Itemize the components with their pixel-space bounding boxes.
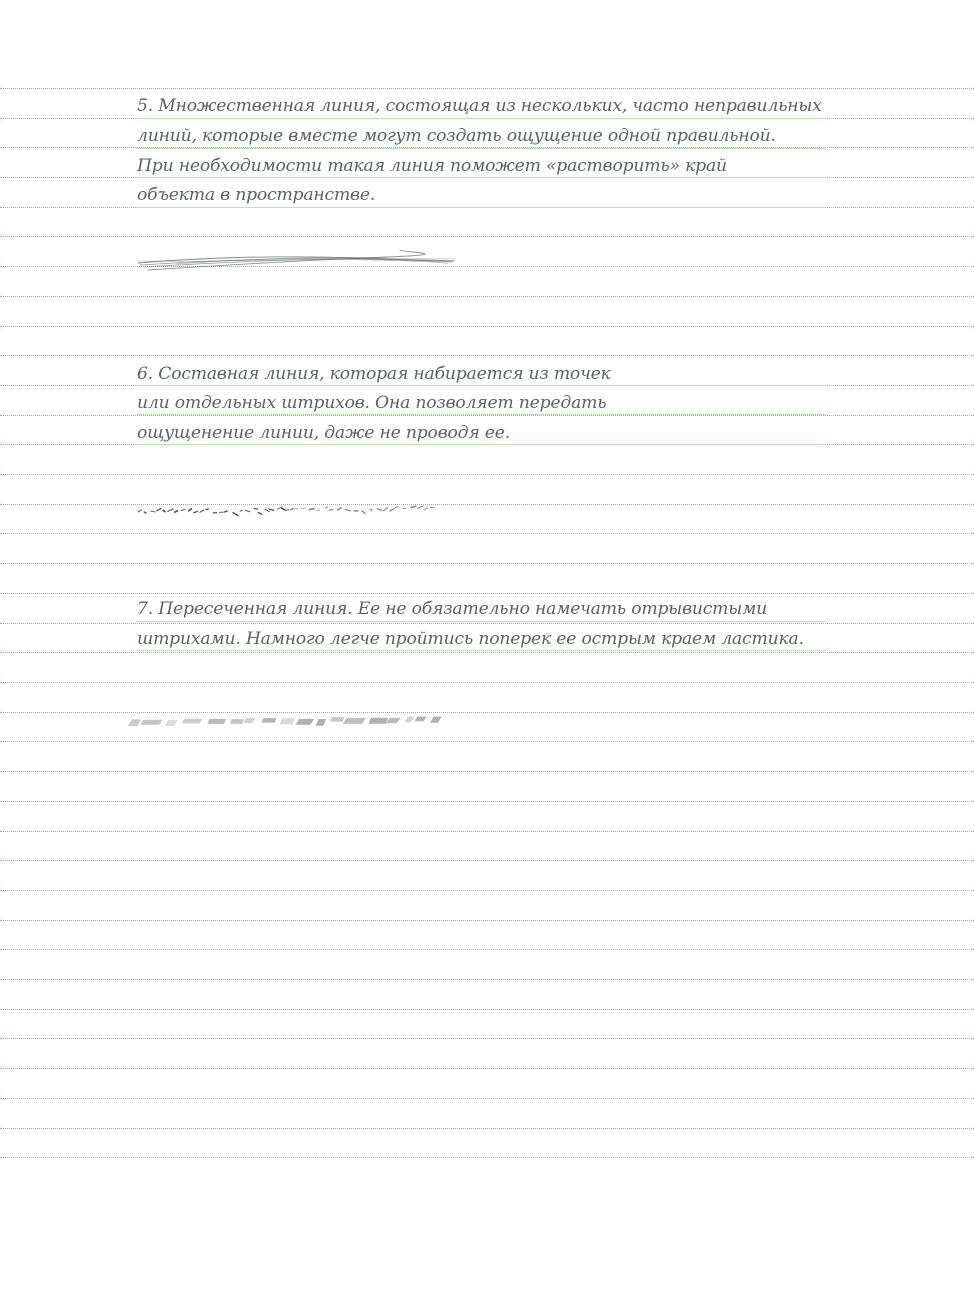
erased-segment — [404, 717, 414, 723]
dot-stroke — [390, 509, 394, 511]
ruled-line — [0, 533, 974, 534]
dot-stroke — [377, 509, 382, 511]
ruled-line — [0, 1038, 974, 1039]
erased-segment — [262, 718, 277, 723]
text-underline — [136, 621, 826, 622]
dot-stroke — [418, 506, 423, 508]
ruled-line — [0, 1157, 974, 1158]
dot-stroke — [157, 509, 161, 511]
erased-segment — [330, 717, 344, 722]
ruled-line — [0, 890, 974, 891]
dot-stroke — [282, 508, 286, 510]
ruled-line — [0, 563, 974, 564]
section-5-line-2: линий, которые вместе могут создать ощущение одной правильной. — [137, 126, 776, 146]
text-underline — [136, 385, 826, 386]
dot-stroke — [175, 511, 178, 512]
ruled-line — [0, 1098, 974, 1099]
ruled-line — [0, 920, 974, 921]
ruled-line — [0, 326, 974, 327]
ruled-line — [0, 1068, 974, 1069]
ruled-line — [0, 1009, 974, 1010]
erased-segment — [207, 719, 226, 724]
section-5-line-3: При необходимости такая линия поможет «растворить» край — [137, 156, 727, 176]
dot-stroke — [138, 510, 142, 512]
erased-segment — [279, 718, 295, 724]
ruled-line — [0, 415, 974, 416]
dot-stroke — [325, 507, 327, 508]
ruled-line — [0, 474, 974, 475]
text-underline — [136, 650, 826, 651]
ruled-line — [0, 949, 974, 950]
ruled-line — [0, 1128, 974, 1129]
erased-segment — [128, 719, 141, 726]
dot-stroke — [384, 508, 388, 511]
dot-stroke — [395, 507, 399, 508]
dot-stroke — [269, 509, 274, 510]
erased-segment — [369, 718, 388, 724]
text-underline — [136, 444, 826, 445]
erased-segment — [295, 719, 314, 725]
dot-stroke — [329, 510, 333, 511]
dot-stroke — [181, 509, 185, 510]
ruled-line — [0, 860, 974, 861]
section-5-line-1: 5. Множественная линия, состоящая из нескольких, часто неправильных — [137, 96, 822, 116]
section-7-line-1: 7. Пересеченная линия. Ее не обязательно намечать отрывистыми — [137, 599, 767, 619]
dot-stroke — [168, 509, 173, 512]
section-6-line-2: или отдельных штрихов. Она позволяет передать — [137, 393, 607, 413]
ruled-line — [0, 593, 974, 594]
section-6-line-1: 6. Составная линия, которая набирается из точек — [137, 364, 611, 384]
dot-stroke — [362, 511, 365, 514]
dot-stroke — [163, 510, 165, 511]
erased-segment — [182, 719, 203, 724]
ruled-line — [0, 652, 974, 653]
ruled-line — [0, 296, 974, 297]
erased-segment — [316, 719, 326, 726]
text-underline — [136, 148, 826, 149]
ruled-line — [0, 801, 974, 802]
section-6-line-3: ощущенение линии, даже не проводя ее. — [137, 423, 510, 443]
dotted-line-drawing — [136, 500, 436, 522]
dot-stroke — [345, 510, 351, 511]
dot-stroke — [309, 509, 314, 510]
text-underline — [136, 207, 826, 208]
dot-stroke — [189, 509, 192, 511]
erased-segment — [140, 720, 163, 725]
dot-stroke — [194, 511, 198, 512]
dot-stroke — [245, 510, 250, 512]
ruled-line — [0, 682, 974, 683]
erased-segment — [386, 718, 401, 724]
dot-stroke — [317, 510, 320, 511]
text-underline — [136, 177, 826, 178]
erased-segment — [243, 718, 256, 723]
dot-stroke — [370, 509, 372, 510]
erased-segment — [164, 720, 178, 726]
dot-stroke — [200, 510, 204, 512]
ruled-line — [0, 355, 974, 356]
ruled-line — [0, 741, 974, 742]
ruled-line — [0, 831, 974, 832]
dot-stroke — [424, 508, 428, 510]
dot-stroke — [225, 511, 227, 512]
erased-line-drawing — [136, 712, 446, 734]
multiple-line-drawing — [136, 246, 456, 274]
dot-stroke — [338, 508, 341, 510]
ruled-line — [0, 979, 974, 980]
ruled-line — [0, 88, 974, 89]
text-underline — [136, 118, 826, 119]
erased-segment — [343, 718, 366, 724]
dot-stroke — [233, 513, 238, 516]
dot-stroke — [411, 506, 416, 507]
ruled-line — [0, 771, 974, 772]
dot-stroke — [150, 511, 155, 512]
section-7-line-2: штрихами. Намного легче пройтись поперек ее острым краем ластика. — [137, 629, 804, 649]
dot-stroke — [144, 512, 146, 513]
ruled-line — [0, 236, 974, 237]
dot-stroke — [287, 510, 289, 511]
erased-segment — [414, 717, 426, 722]
text-underline — [136, 414, 826, 415]
erased-segment — [430, 717, 442, 723]
dot-stroke — [302, 508, 306, 509]
erased-segment — [230, 719, 244, 724]
dot-stroke — [291, 509, 294, 510]
dot-stroke — [240, 511, 242, 512]
section-5-line-4: объекта в пространстве. — [137, 185, 376, 205]
ruled-line — [0, 623, 974, 624]
dot-stroke — [259, 513, 262, 515]
